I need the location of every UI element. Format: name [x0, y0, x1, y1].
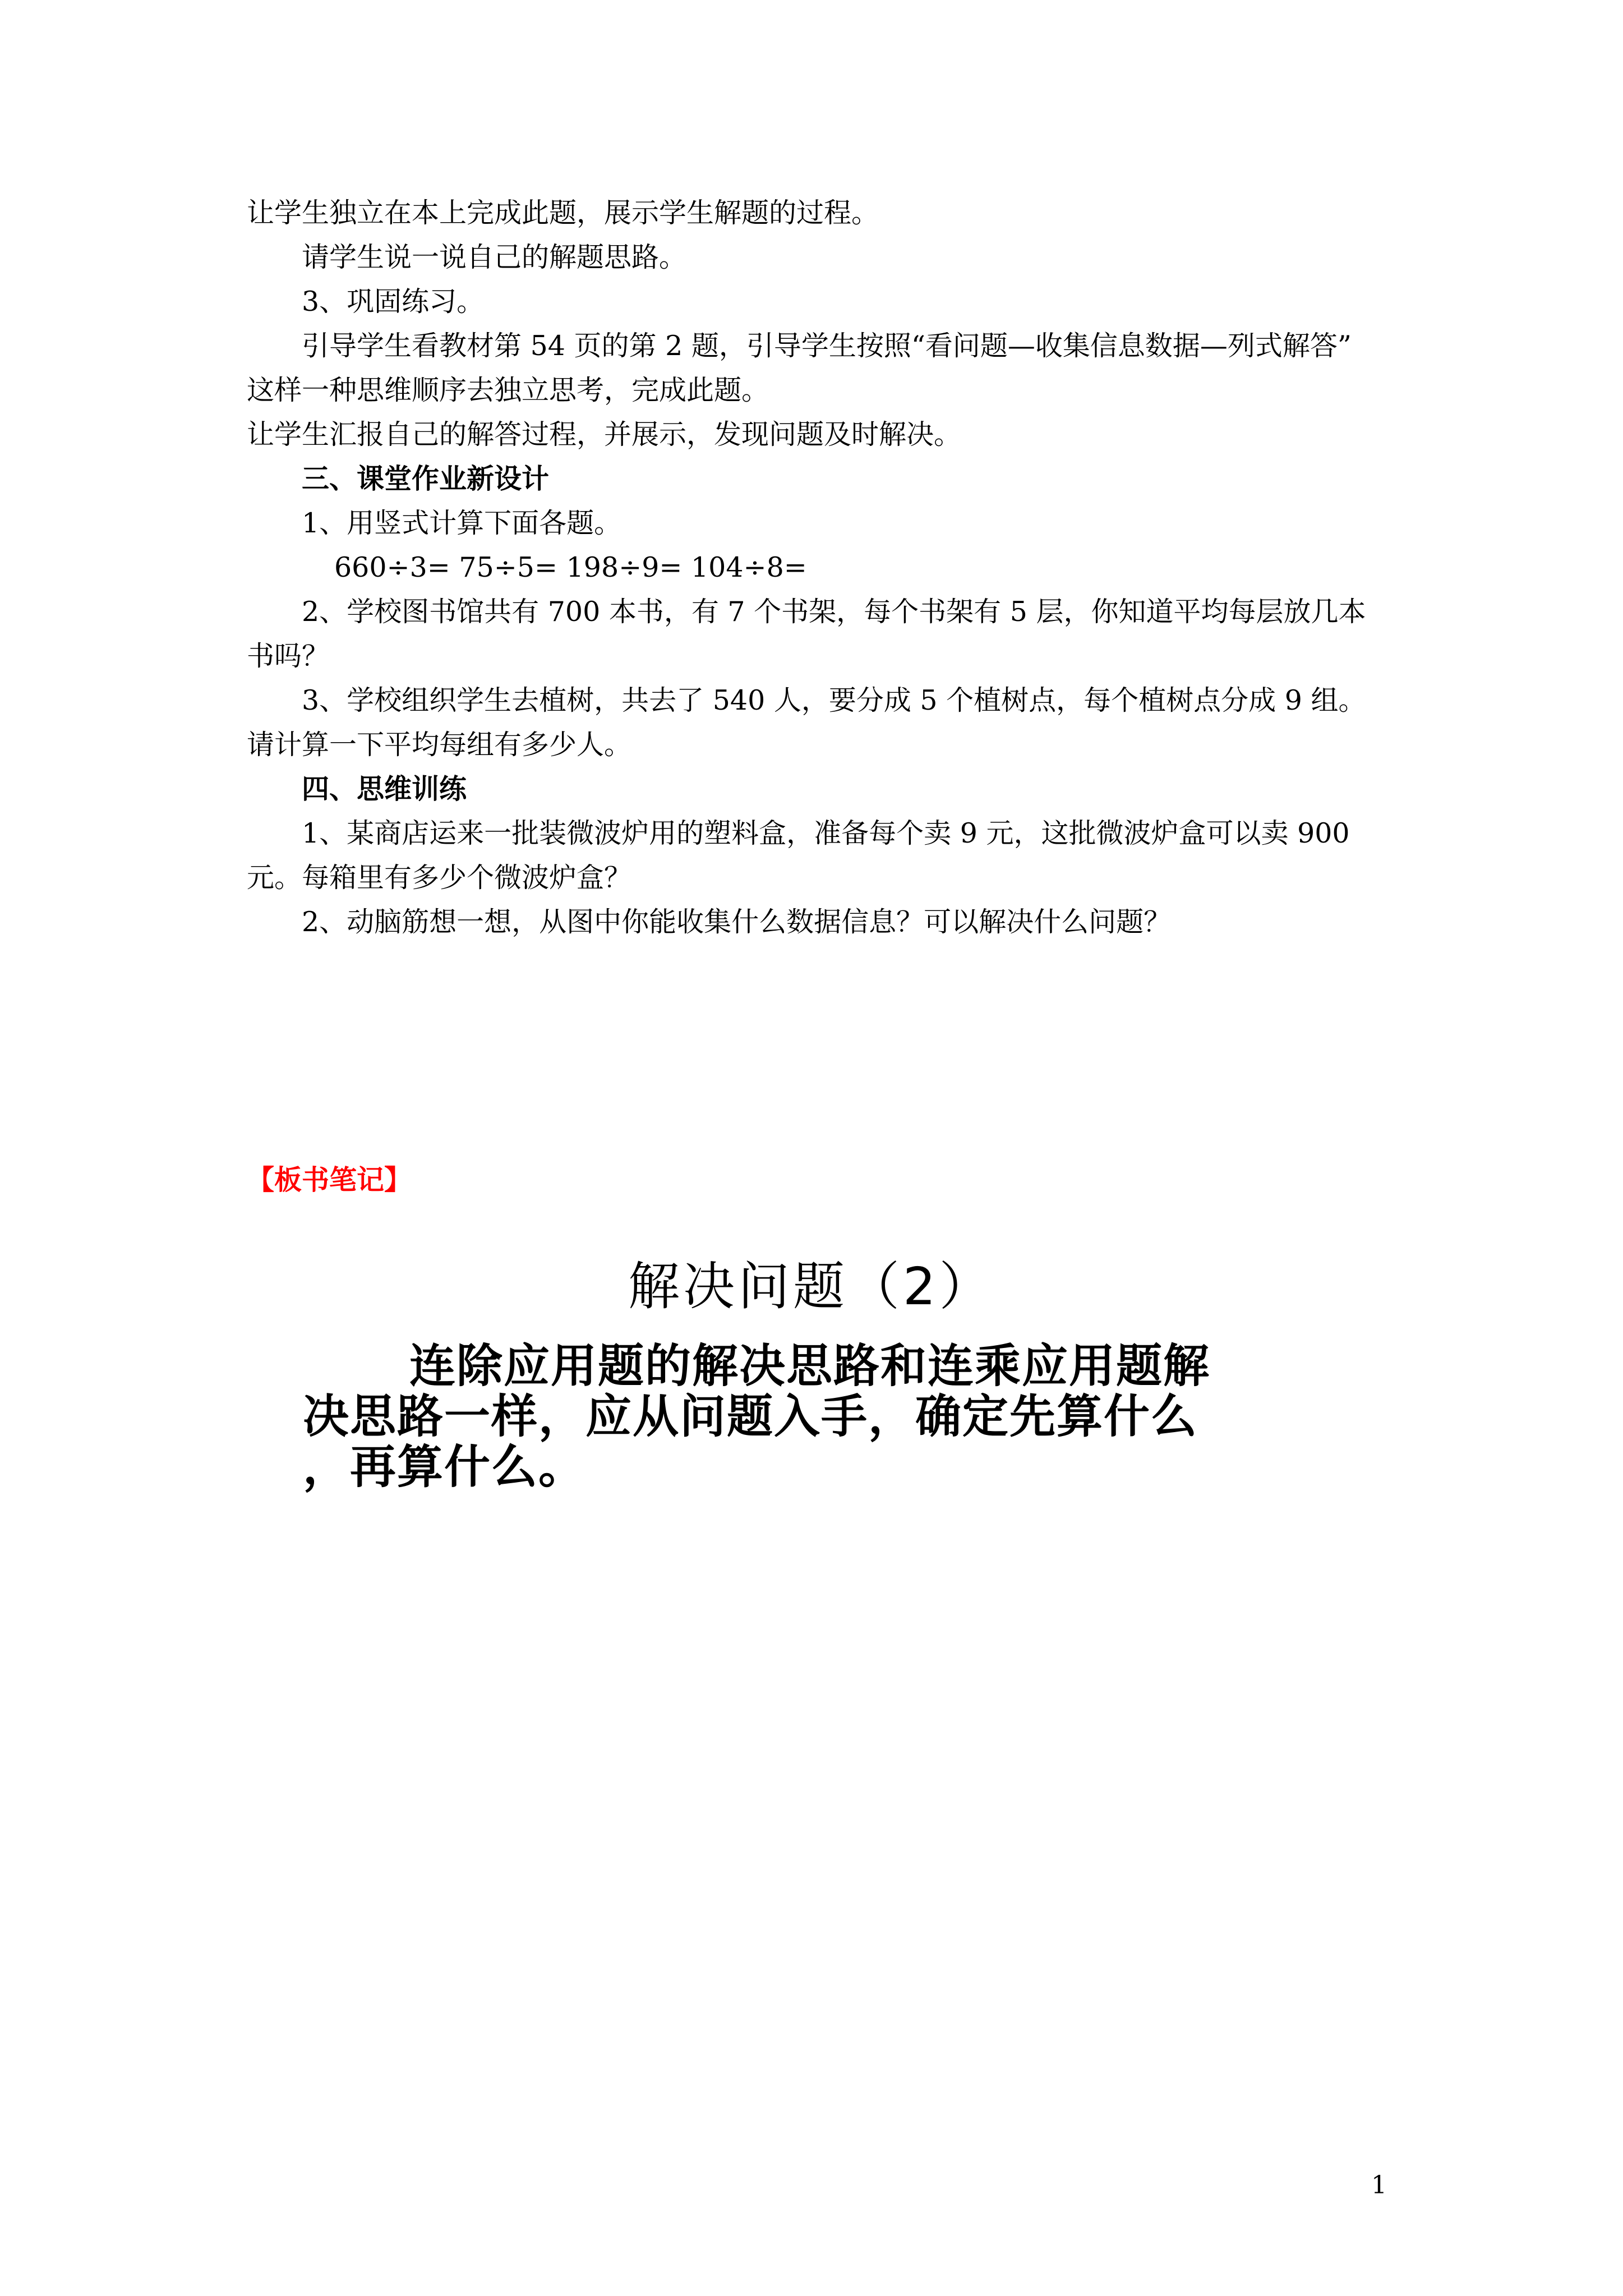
paragraph-line: 请学生说一说自己的解题思路。 [302, 241, 687, 273]
board-title: 解决问题（2） [628, 1257, 994, 1317]
paragraph-line: 3、学校组织学生去植树，共去了 540 人，要分成 5 个植树点，每个植树点分成 9 组。 [302, 684, 1366, 716]
board-notes-label: 【板书笔记】 [247, 1163, 412, 1196]
paragraph-line: 3、巩固练习。 [302, 286, 485, 318]
board-text-line: 决思路一样，应从问题入手，确定先算什么 [303, 1390, 1198, 1443]
paragraph-line: 2、动脑筋想一想，从图中你能收集什么数据信息？可以解决什么问题？ [302, 906, 1172, 938]
paragraph-line: 让学生汇报自己的解答过程，并展示，发现问题及时解决。 [247, 418, 962, 450]
paragraph-line: 书吗？ [247, 640, 330, 672]
board-text-line: 连除应用题的解决思路和连乘应用题解 [409, 1340, 1211, 1393]
page-number: 1 [1371, 2171, 1387, 2200]
calculation-line: 660÷3= 75÷5= 198÷9= 104÷8= [334, 551, 807, 583]
paragraph-line: 元。每箱里有多少个微波炉盒？ [247, 862, 632, 894]
section-heading: 四、思维训练 [302, 772, 467, 805]
paragraph-line: 这样一种思维顺序去独立思考，完成此题。 [247, 374, 769, 406]
document-body [247, 191, 1385, 944]
paragraph-line: 让学生独立在本上完成此题，展示学生解题的过程。 [247, 197, 879, 229]
paragraph-line: 1、某商店运来一批装微波炉用的塑料盒，准备每个卖 9 元，这批微波炉盒可以卖 900 [302, 817, 1350, 849]
board-text-line: ，再算什么。 [303, 1441, 586, 1494]
paragraph-line: 请计算一下平均每组有多少人。 [247, 729, 632, 761]
paragraph-line: 引导学生看教材第 54 页的第 2 题，引导学生按照“看问题—收集信息数据—列式解答” [302, 330, 1352, 362]
blackboard-notes-image [303, 1245, 1346, 1492]
paragraph-line: 2、学校图书馆共有 700 本书，有 7 个书架，每个书架有 5 层，你知道平均每层放几本 [302, 596, 1366, 628]
paragraph-line: 1、用竖式计算下面各题。 [302, 507, 622, 539]
section-heading: 三、课堂作业新设计 [302, 462, 550, 495]
